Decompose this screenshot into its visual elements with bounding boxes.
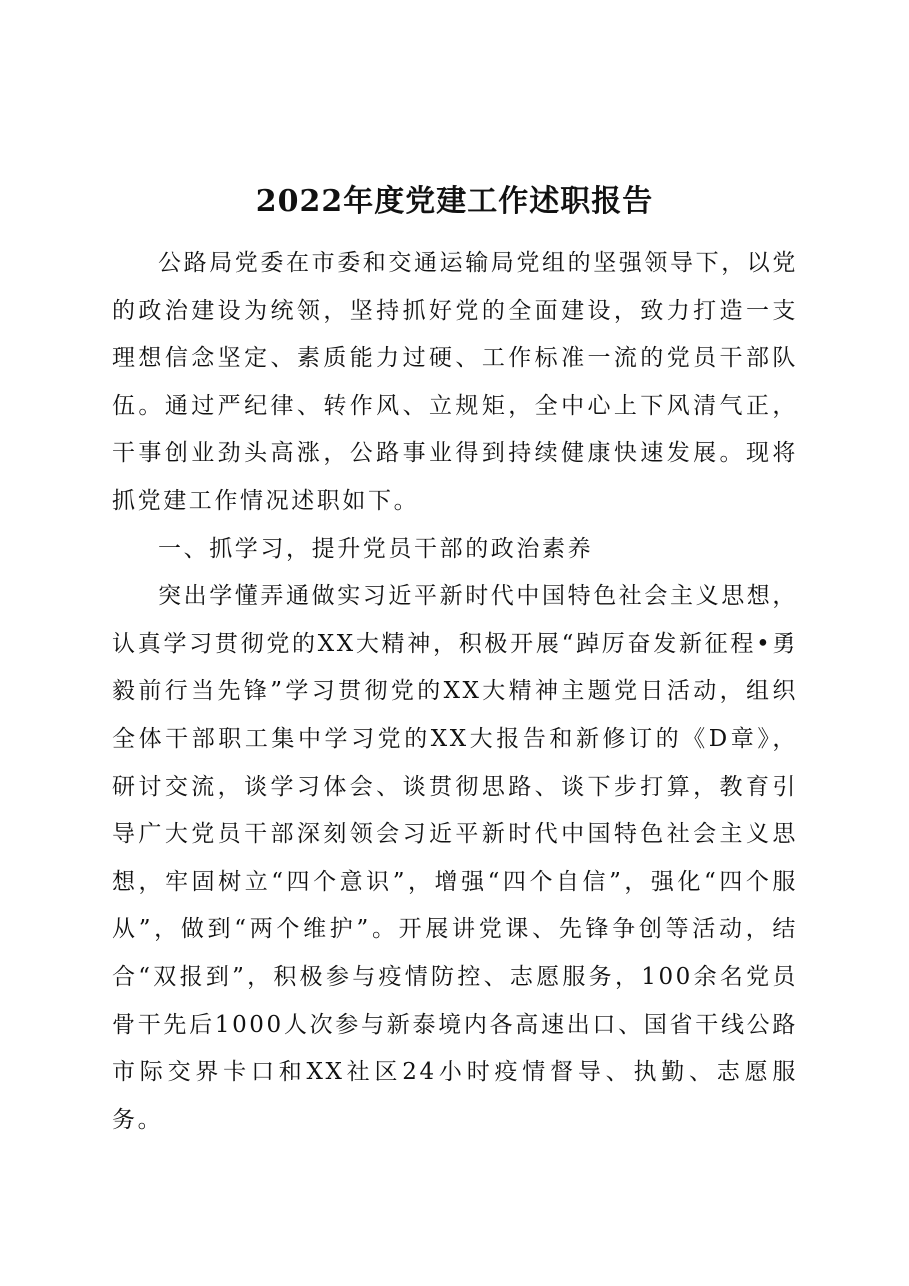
document-body <box>112 240 798 1144</box>
intro-paragraph: 公路局党委在市委和交通运输局党组的坚强领导下，以党的政治建设为统领，坚持抓好党的全面建设，致力打造一支理想信念坚定、素质能力过硬、工作标准一流的党员干部队伍。通过严纪律、转作风、立规矩，全中心上下风清气正，干事创业劲头高涨，公路事业得到持续健康快速发展。现将抓党建工作情况述职如下。 <box>112 250 798 514</box>
section-heading: 一、抓学习，提升党员干部的政治素养 <box>158 535 594 562</box>
document-title: 2022年度党建工作述职报告 <box>255 184 654 220</box>
section-paragraph: 突出学懂弄通做实习近平新时代中国特色社会主义思想，认真学习贯彻党的XX大精神，积极开展“踔厉奋发新征程•勇毅前行当先锋”学习贯彻党的XX大精神主题党日活动，组织全体干部职工集中学习党的XX大报告和新修订的《D章》，研讨交流，谈学习体会、谈贯彻思路、谈下步打算，教育引导广大党员干部深刻领会习近平新时代中国特色社会主义思想，牢固树立“四个意识”，增强“四个自信”，强化“四个服从”，做到“两个维护”。开展讲党课、先锋争创等活动，结合“双报到”，积极参与疫情防控、志愿服务，100余名党员骨干先后1000人次参与新泰境内各高速出口、国省干线公路市际交界卡口和XX社区24小时疫情督导、执勤、志愿服务。 <box>112 583 798 1133</box>
